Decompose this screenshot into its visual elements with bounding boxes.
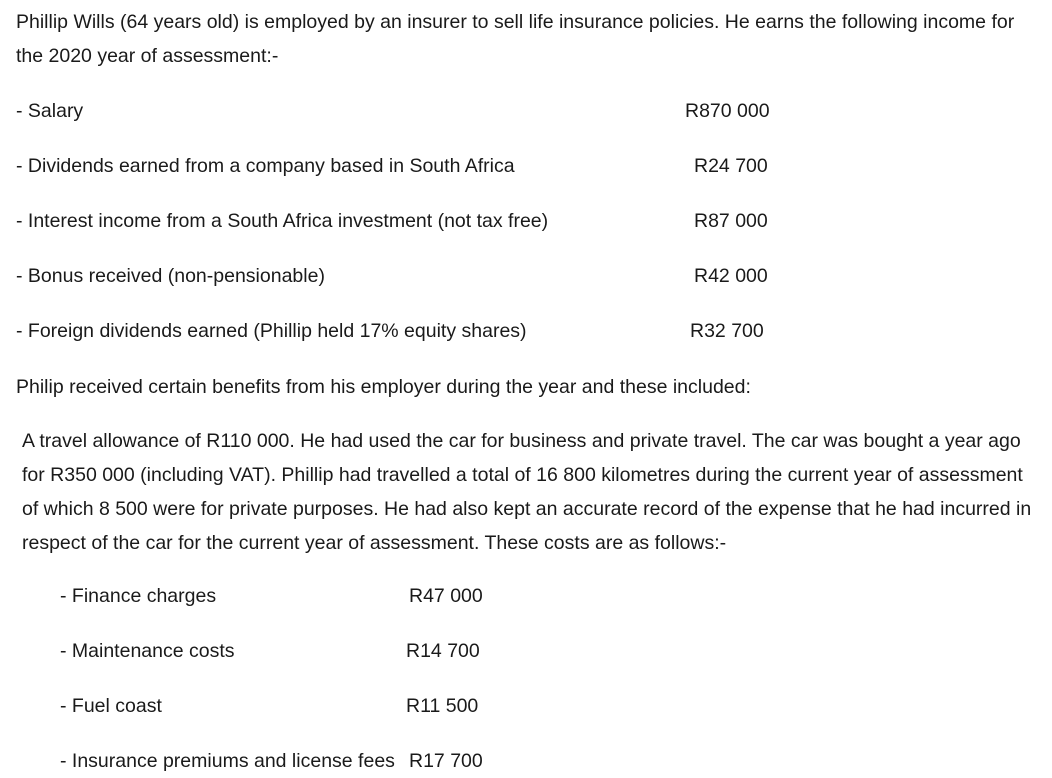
income-label: - Foreign dividends earned (Phillip held 17% equity shares)	[16, 320, 527, 342]
cost-label: - Fuel coast	[60, 695, 162, 717]
income-amount: R24 700	[694, 155, 768, 177]
income-label: - Salary	[16, 100, 84, 122]
income-amount: R87 000	[694, 210, 768, 232]
income-label: - Interest income from a South Africa investment (not tax free)	[16, 210, 549, 232]
cost-amount: R11 500	[406, 695, 479, 717]
cost-amount: R17 700	[409, 750, 483, 772]
cost-label: - Maintenance costs	[60, 640, 235, 662]
cost-label: - Insurance premiums and license fees	[60, 750, 395, 772]
travel-allowance-paragraph: A travel allowance of R110 000. He had used the car for business and private travel. The car was bought a year ago for R350 000 (including VAT). Phillip had travelled a total of 16 800 kilometres during the current year of assessment of which 8 500 were for private purposes. He had also kept an accurate record of the expense that he had incurred in respect of the car for the current year of assessment. These costs are as follows:-	[22, 430, 1032, 554]
intro-paragraph: Phillip Wills (64 years old) is employed by an insurer to sell life insurance policies. He earns the following income for the 2020 year of assessment:-	[16, 11, 1015, 67]
income-amount: R870 000	[685, 100, 770, 122]
income-amount: R32 700	[690, 320, 764, 342]
cost-amount: R14 700	[406, 640, 480, 662]
benefits-intro: Philip received certain benefits from his employer during the year and these included:	[16, 376, 751, 398]
income-label: - Dividends earned from a company based in South Africa	[16, 155, 515, 177]
income-amount: R42 000	[694, 265, 768, 287]
cost-label: - Finance charges	[60, 585, 217, 607]
cost-amount: R47 000	[409, 585, 483, 607]
income-label: - Bonus received (non-pensionable)	[16, 265, 325, 287]
